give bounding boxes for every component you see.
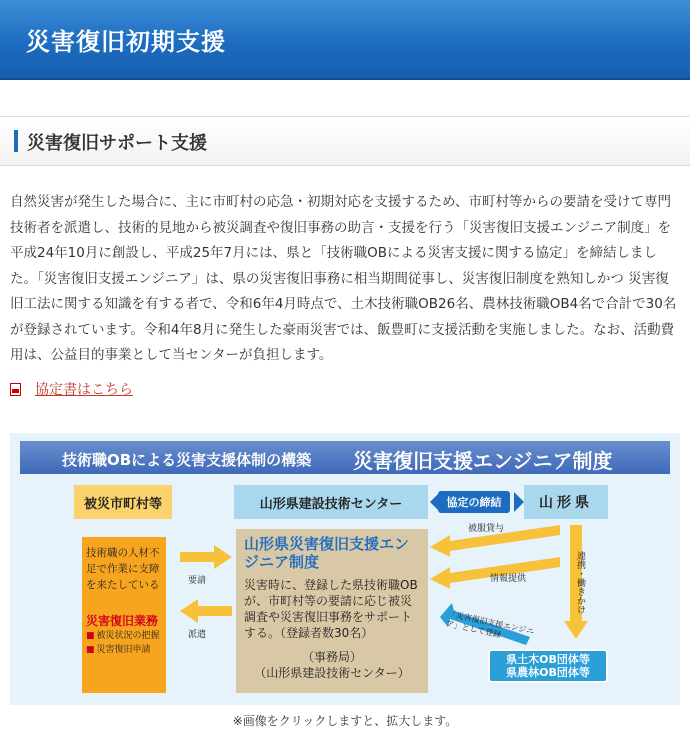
prefecture-box: 山形県 bbox=[524, 485, 608, 519]
ob-groups-box bbox=[488, 649, 608, 683]
request-label: 要請 bbox=[188, 576, 207, 586]
request-arrow-icon bbox=[180, 545, 232, 569]
info-label: 情報提供 bbox=[490, 574, 527, 584]
ob-group-agri: 県農林OB団体等 bbox=[506, 666, 590, 679]
dispatch-arrow-icon bbox=[180, 599, 232, 623]
loan-label: 被服貸与 bbox=[468, 524, 505, 534]
section-accent-bar bbox=[14, 130, 18, 152]
issue-item-1: ■ 被災状況の把握 bbox=[86, 629, 162, 643]
pdf-icon bbox=[10, 383, 21, 396]
recovery-work-label: 災害復旧業務 bbox=[86, 614, 159, 628]
agreement-pdf-link[interactable]: 協定書はこちら bbox=[35, 382, 133, 398]
municipality-issue-box bbox=[82, 537, 166, 693]
office-label: （事務局） bbox=[301, 650, 362, 664]
engineer-system-title: 山形県災害復旧支援エンジニア制度 bbox=[244, 535, 410, 571]
cooperation-label: 連携・働きかけ bbox=[575, 551, 585, 614]
agreement-badge: 協定の締結 bbox=[438, 491, 510, 513]
agreement-arrows-icon bbox=[428, 487, 526, 517]
engineer-system-description: 災害時に、登録した県技術職OBが、市町村等の要請に応じ被災調査や災害復旧事務をサポートする。（登録者数30名） bbox=[244, 578, 418, 640]
hisai-box: 被災市町村等 bbox=[74, 485, 172, 519]
engineer-system-box bbox=[236, 529, 428, 693]
municipality-issue-text: 技術職の人材不足で作業に支障を来たしている bbox=[86, 547, 160, 591]
center-box: 山形県建設技術センター bbox=[234, 485, 428, 519]
issue-item-2: ■ 災害復旧申請 bbox=[86, 643, 162, 657]
diagram-title-right: 災害復旧支援エンジニア制度 bbox=[353, 449, 613, 473]
page-header bbox=[0, 0, 690, 80]
section-title: 災害復旧サポート支援 bbox=[27, 133, 207, 154]
agreement-link-row bbox=[10, 379, 133, 399]
diagram-title-bar bbox=[20, 441, 670, 474]
body-paragraph: 自然災害が発生した場合に、主に市町村の応急・初期対応を支援するため、市町村等からの要請を受けて専門技術者を派遣し、技術的見地から被災調査や復旧事務の助言・支援を行う「災害復旧支援エンジニア制度」を平成24年10月に創設し、平成25年7月には、県と「技術職OBによる災害支援に関する協定」を締結しました。「災害復旧支援エンジニア」は、県の災害復旧事務に相当期間従事し、災害復旧制度を熟知しかつ 災害復旧工法に関する知識を有する者で、令和6年4月時点で、土木技術職OB26名、農林技術職OB4名で合計で30名が登録されています。令和4年8月に発生した豪雨災害では、飯豊町に支援活動を実施しました。なお、活動費用は、公益目的事業として当センターが負担します。 bbox=[10, 194, 677, 363]
page-title: 災害復旧初期支援 bbox=[26, 28, 226, 56]
enlarge-note: ※画像をクリックしますと、拡大します。 bbox=[232, 714, 458, 728]
dispatch-label: 派遣 bbox=[188, 630, 207, 640]
section-header bbox=[0, 116, 690, 166]
engineer-system-diagram[interactable] bbox=[10, 433, 680, 705]
registration-label: 「災害復旧支援エンジニア」として登録 bbox=[445, 609, 536, 640]
office-name: （山形県建設技術センター） bbox=[254, 666, 410, 680]
diagram-title-left: 技術職OBによる災害支援体制の構築 bbox=[62, 451, 312, 469]
ob-group-civil: 県土木OB団体等 bbox=[506, 653, 590, 666]
